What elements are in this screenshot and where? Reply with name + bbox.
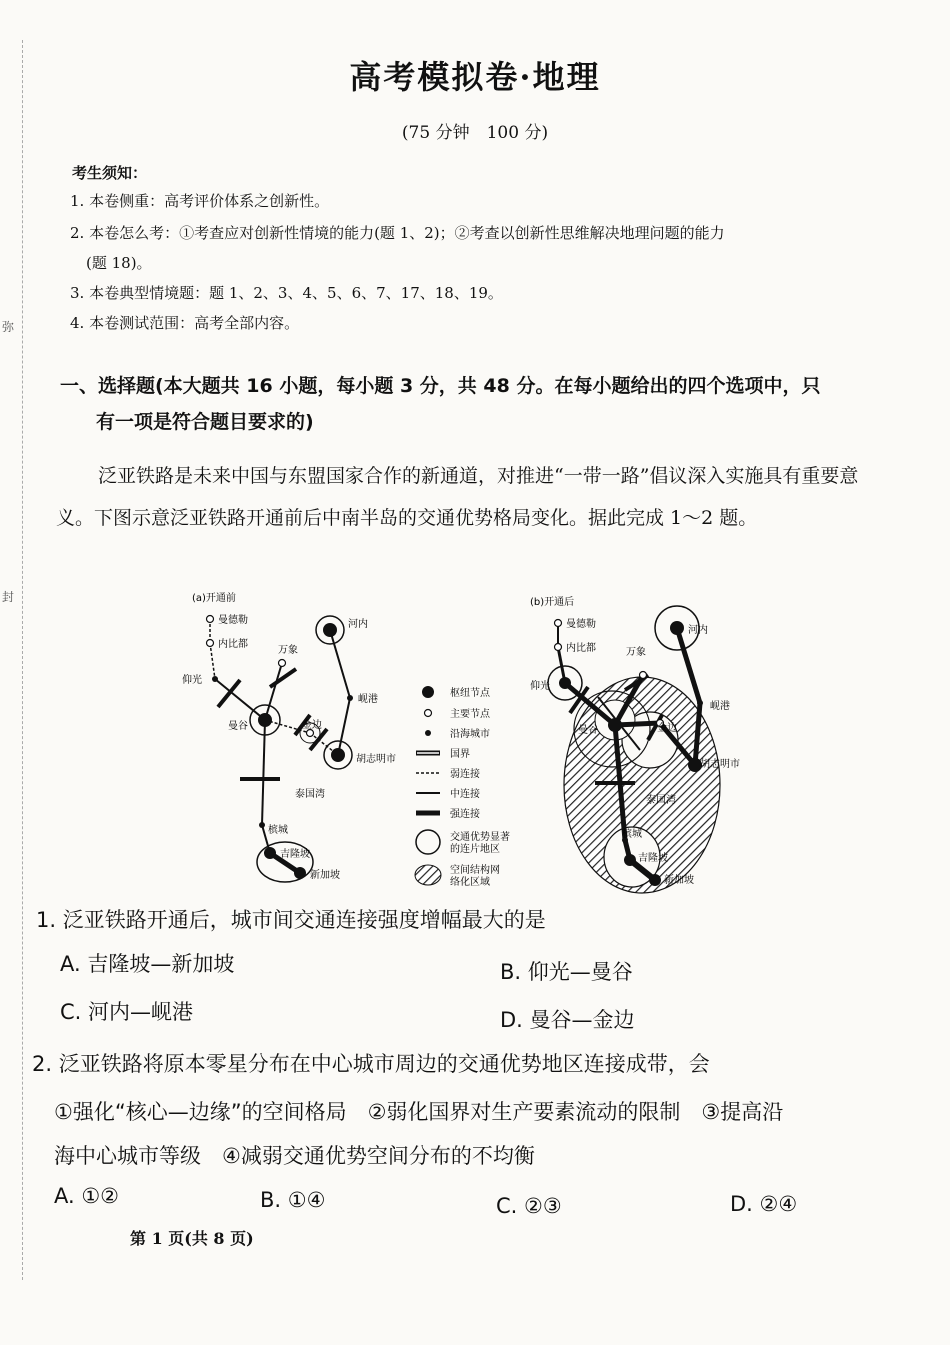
- transport-map-figure: [170, 585, 740, 895]
- answer-option[interactable]: D. ②④: [730, 1192, 798, 1216]
- margin-mark: 弥: [2, 320, 15, 334]
- city-label: 内比都: [218, 639, 248, 650]
- answer-option[interactable]: D. 曼谷—金边: [500, 1008, 635, 1032]
- panel-a-label: (a)开通前: [192, 593, 236, 604]
- city-label: 槟城: [622, 829, 642, 840]
- city-label: 河内: [348, 619, 368, 630]
- city-label: 万象: [626, 647, 646, 658]
- passage: 泛亚铁路是未来中国与东盟国家合作的新通道，对推进“一带一路”倡议深入实施具有重要意义。下图示意泛亚铁路开通前后中南半岛的交通优势格局变化。据此完成 1～2 题。: [56, 465, 859, 529]
- city-label: 内比都: [566, 643, 596, 654]
- city-label: 吉隆坡: [280, 849, 310, 860]
- notice-item: 1. 本卷侧重：高考评价体系之创新性。: [70, 192, 330, 210]
- question-stem: 1. 泛亚铁路开通后，城市间交通连接强度增幅最大的是: [36, 908, 546, 932]
- city-label: 仰光: [530, 681, 550, 692]
- answer-option[interactable]: C. ②③: [496, 1194, 562, 1218]
- legend-label: 交通优势显著: [450, 832, 510, 843]
- legend-label: 枢纽节点: [450, 688, 490, 699]
- city-label: 河内: [688, 625, 708, 636]
- answer-option[interactable]: C. 河内—岘港: [60, 1000, 194, 1024]
- city-label: 万象: [278, 645, 298, 656]
- legend-label: 沿海城市: [450, 729, 490, 740]
- notice-heading: 考生须知：: [72, 164, 148, 182]
- city-label: 胡志明市: [356, 754, 396, 765]
- legend-label: 空间结构网: [450, 865, 500, 876]
- city-label: 新加坡: [664, 875, 694, 886]
- answer-option[interactable]: A. ①②: [54, 1184, 119, 1208]
- legend-label: 中连接: [450, 789, 480, 800]
- question-stem: 2. 泛亚铁路将原本零星分布在中心城市周边的交通优势地区连接成带，会: [32, 1052, 710, 1076]
- legend-label: 强连接: [450, 809, 480, 820]
- city-label: 金边: [657, 723, 677, 734]
- legend-label: 主要节点: [450, 709, 490, 720]
- city-label: 泰国湾: [646, 795, 676, 806]
- page-title: 高考模拟卷·地理: [349, 58, 601, 96]
- answer-option[interactable]: B. ①④: [260, 1188, 326, 1212]
- question-statements: 海中心城市等级 ④减弱交通优势空间分布的不均衡: [54, 1144, 535, 1168]
- city-label: 曼德勒: [566, 619, 596, 630]
- page-footer: 第 1 页(共 8 页): [130, 1229, 254, 1248]
- section-heading-line: 一、选择题(本大题共 16 小题，每小题 3 分，共 48 分。在每小题给出的四个选项中，只: [60, 375, 821, 397]
- legend-label: 的连片地区: [450, 844, 500, 855]
- section-heading-line: 有一项是符合题目要求的): [96, 411, 314, 433]
- city-label: 新加坡: [310, 870, 340, 881]
- page-subtitle: (75 分钟 100 分): [401, 123, 549, 143]
- city-label: 胡志明市: [700, 759, 740, 770]
- city-label: 曼谷: [578, 725, 598, 736]
- legend-label: 弱连接: [450, 769, 480, 780]
- binding-margin-line: [22, 40, 23, 1280]
- panel-b-label: (b)开通后: [530, 597, 575, 608]
- map-legend: [415, 686, 441, 885]
- question-statements: ①强化“核心—边缘”的空间格局 ②弱化国界对生产要素流动的限制 ③提高沿: [54, 1100, 784, 1124]
- answer-option[interactable]: A. 吉隆坡—新加坡: [60, 952, 235, 976]
- notice-item: 3. 本卷典型情境题：题 1、2、3、4、5、6、7、17、18、19。: [70, 284, 503, 302]
- margin-mark: 封: [2, 590, 15, 604]
- section-heading: [60, 368, 880, 440]
- city-label: 金边: [302, 720, 322, 731]
- notice-item: 2. 本卷怎么考：①考查应对创新性情境的能力(题 1、2)；②考查以创新性思维解决地理问题的能力: [70, 224, 725, 242]
- legend-label: 络化区域: [450, 877, 490, 888]
- city-label: 岘港: [710, 701, 730, 712]
- notice-item: (题 18)。: [86, 254, 152, 272]
- legend-label: 国界: [450, 749, 470, 760]
- notice-item: 4. 本卷测试范围：高考全部内容。: [70, 314, 300, 332]
- city-label: 曼德勒: [218, 615, 248, 626]
- city-label: 仰光: [182, 675, 202, 686]
- answer-option[interactable]: B. 仰光—曼谷: [500, 960, 633, 984]
- city-label: 槟城: [268, 825, 288, 836]
- city-label: 吉隆坡: [638, 853, 668, 864]
- city-label: 岘港: [358, 694, 378, 705]
- city-label: 泰国湾: [295, 789, 325, 800]
- city-label: 曼谷: [228, 721, 248, 732]
